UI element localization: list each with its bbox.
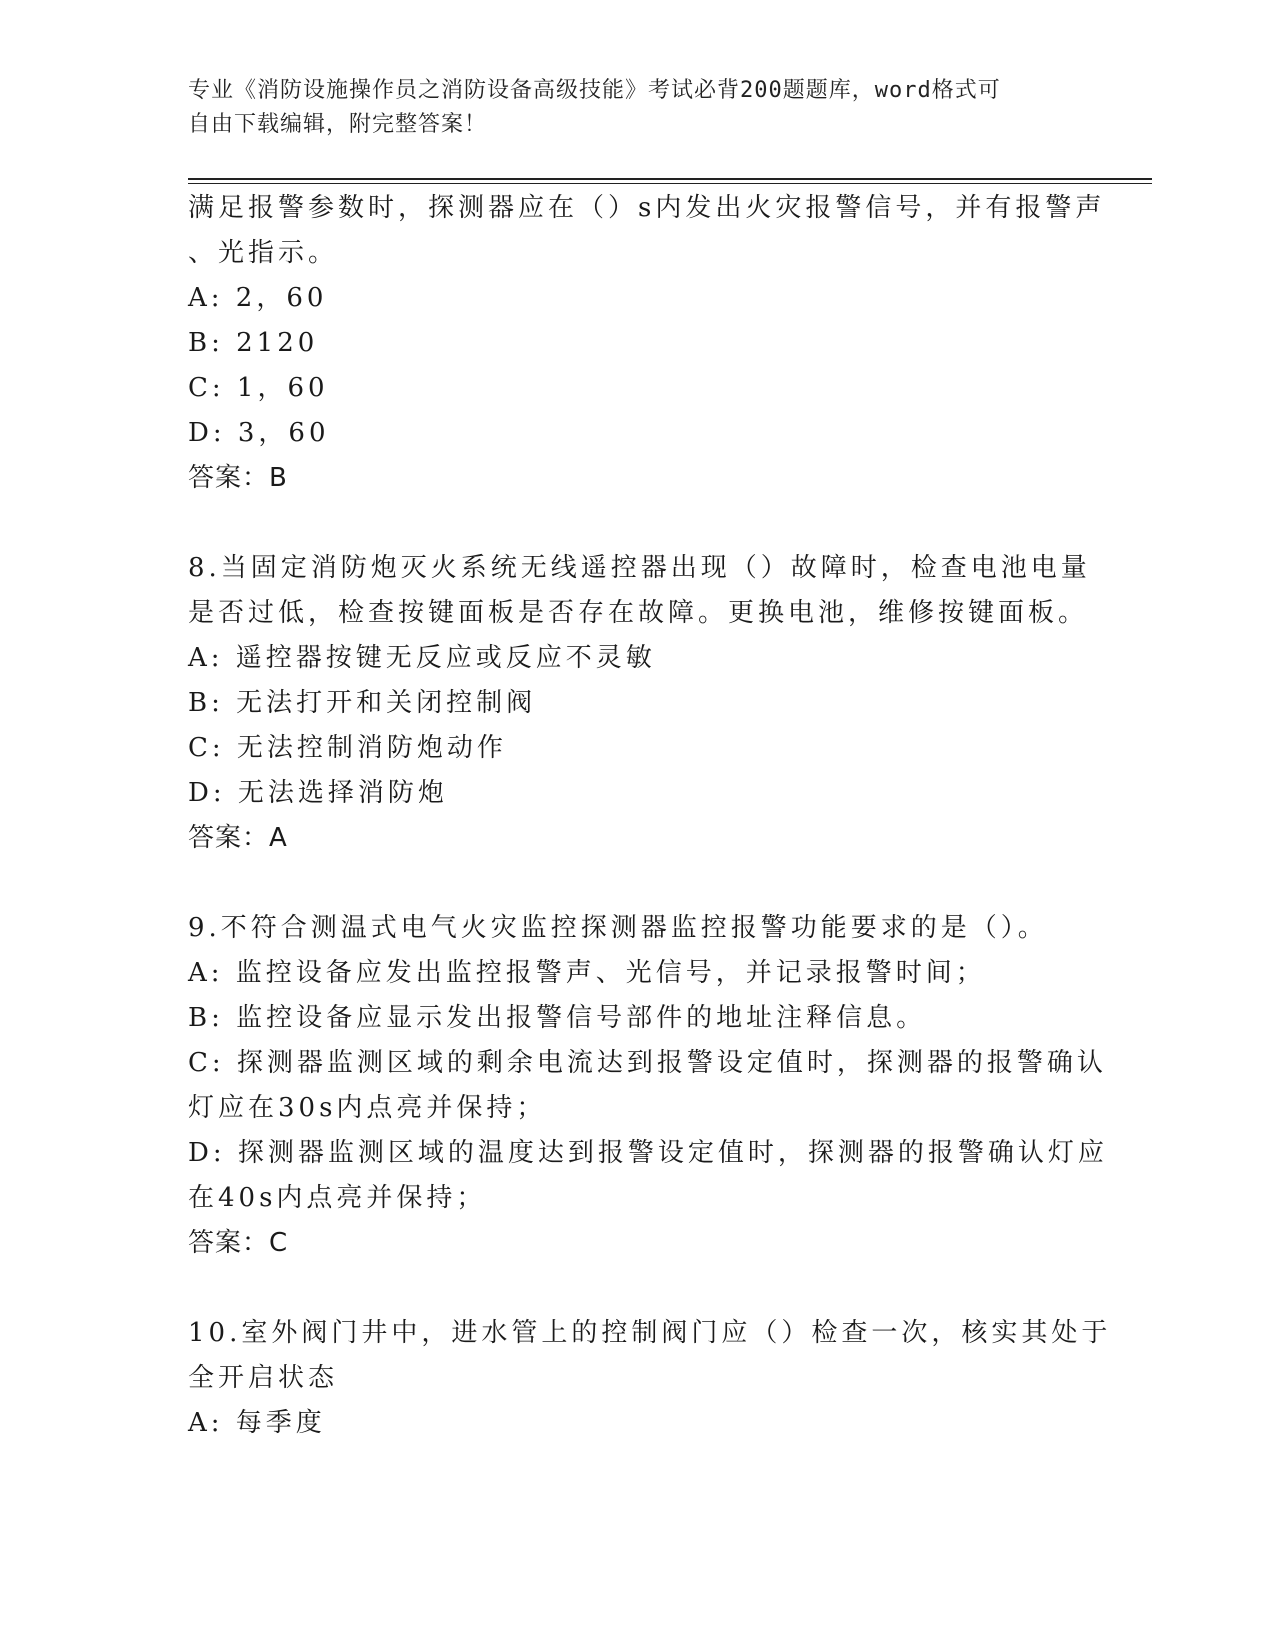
q8-option-a: A: 遥控器按键无反应或反应不灵敏 [188, 643, 656, 673]
q7-option-c: C: 1，60 [188, 373, 329, 403]
q9-answer: 答案：C [188, 1228, 289, 1258]
q9-option-c-line-2: 灯应在30s内点亮并保持； [188, 1093, 547, 1123]
q9-option-d-line-1: D: 探测器监测区域的温度达到报警设定值时，探测器的报警确认灯应 [188, 1138, 1108, 1168]
header-line-1: 专业《消防设施操作员之消防设备高级技能》考试必背200题题库，word格式可 [188, 78, 1001, 103]
header-line-2: 自由下载编辑，附完整答案！ [188, 112, 488, 137]
q7-option-b: B: 2120 [188, 328, 319, 358]
q9-option-c-line-1: C: 探测器监测区域的剩余电流达到报警设定值时，探测器的报警确认 [188, 1048, 1107, 1078]
q7-answer: 答案：B [188, 463, 288, 493]
q8-option-d: D: 无法选择消防炮 [188, 778, 448, 808]
header-divider-thick [188, 178, 1152, 180]
q7-stem-line-1: 满足报警参数时，探测器应在（）s内发出火灾报警信号，并有报警声 [188, 193, 1106, 223]
q10-stem-line-1: 10.室外阀门井中，进水管上的控制阀门应（）检查一次，核实其处于 [188, 1318, 1112, 1348]
q8-answer: 答案：A [188, 823, 288, 853]
q8-option-c: C: 无法控制消防炮动作 [188, 733, 507, 763]
q9-stem-line-1: 9.不符合测温式电气火灾监控探测器监控报警功能要求的是（）。 [188, 913, 1048, 943]
header-divider-thin [188, 183, 1152, 184]
q7-stem-line-2: 、光指示。 [188, 238, 339, 268]
q10-stem-line-2: 全开启状态 [188, 1363, 339, 1393]
q8-option-b: B: 无法打开和关闭控制阀 [188, 688, 537, 718]
q8-stem-line-1: 8.当固定消防炮灭火系统无线遥控器出现（）故障时，检查电池电量 [188, 553, 1091, 583]
q7-option-a: A: 2，60 [188, 283, 328, 313]
q9-option-b: B: 监控设备应显示发出报警信号部件的地址注释信息。 [188, 1003, 927, 1033]
q10-option-a: A: 每季度 [188, 1408, 326, 1438]
q9-option-a: A: 监控设备应发出监控报警声、光信号，并记录报警时间； [188, 958, 986, 988]
q7-option-d: D: 3，60 [188, 418, 330, 448]
q9-option-d-line-2: 在40s内点亮并保持； [188, 1183, 487, 1213]
q8-stem-line-2: 是否过低，检查按键面板是否存在故障。更换电池，维修按键面板。 [188, 598, 1089, 628]
document-header [188, 74, 1078, 142]
